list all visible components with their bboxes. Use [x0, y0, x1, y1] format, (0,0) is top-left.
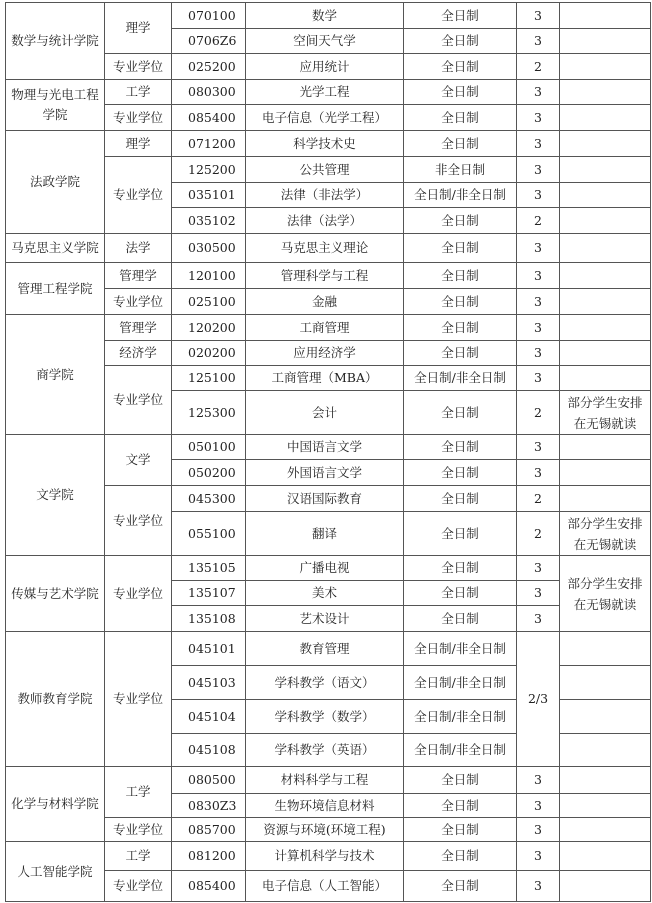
major-code: 080500 — [172, 767, 246, 794]
note — [560, 666, 651, 700]
major-code: 050100 — [172, 435, 246, 460]
major-code: 135108 — [172, 606, 246, 632]
major-name: 应用统计 — [246, 54, 404, 80]
college-name: 传媒与艺术学院 — [6, 556, 105, 632]
table-row — [6, 263, 651, 289]
major-name: 电子信息（光学工程） — [246, 105, 404, 131]
degree-category: 管理学 — [105, 315, 172, 341]
study-mode: 全日制/非全日制 — [404, 632, 517, 666]
major-name: 学科教学（数学） — [246, 700, 404, 734]
note — [560, 700, 651, 734]
major-name: 科学技术史 — [246, 131, 404, 157]
major-code: 081200 — [172, 842, 246, 871]
study-years: 3 — [517, 183, 560, 208]
study-mode: 全日制 — [404, 234, 517, 263]
study-years: 3 — [517, 131, 560, 157]
note — [560, 486, 651, 512]
major-code: 135105 — [172, 556, 246, 581]
degree-category: 专业学位 — [105, 366, 172, 435]
major-code: 080300 — [172, 80, 246, 105]
college-name: 物理与光电工程学院 — [6, 80, 105, 131]
study-years: 3 — [517, 29, 560, 54]
study-years: 2/3 — [517, 632, 560, 767]
major-code: 045103 — [172, 666, 246, 700]
major-code: 0830Z3 — [172, 794, 246, 818]
study-years: 3 — [517, 289, 560, 315]
degree-category: 专业学位 — [105, 105, 172, 131]
degree-category: 专业学位 — [105, 289, 172, 315]
study-years: 3 — [517, 435, 560, 460]
major-name: 艺术设计 — [246, 606, 404, 632]
major-code: 125300 — [172, 391, 246, 435]
college-name: 数学与统计学院 — [6, 3, 105, 80]
degree-category: 专业学位 — [105, 632, 172, 767]
study-mode: 全日制/非全日制 — [404, 366, 517, 391]
study-mode: 全日制 — [404, 460, 517, 486]
major-code: 085400 — [172, 871, 246, 902]
study-years: 3 — [517, 263, 560, 289]
major-name: 工商管理 — [246, 315, 404, 341]
note — [560, 818, 651, 842]
degree-category: 工学 — [105, 842, 172, 871]
table-row — [6, 234, 651, 263]
note — [560, 315, 651, 341]
major-code: 025100 — [172, 289, 246, 315]
note — [560, 734, 651, 767]
college-name: 人工智能学院 — [6, 842, 105, 902]
study-years: 2 — [517, 512, 560, 556]
note: 部分学生安排在无锡就读 — [560, 512, 651, 556]
college-name: 管理工程学院 — [6, 263, 105, 315]
study-years: 2 — [517, 208, 560, 234]
note — [560, 208, 651, 234]
study-years: 3 — [517, 234, 560, 263]
study-mode: 全日制/非全日制 — [404, 666, 517, 700]
study-mode: 全日制 — [404, 131, 517, 157]
note — [560, 842, 651, 871]
study-years: 3 — [517, 606, 560, 632]
major-name: 电子信息（人工智能） — [246, 871, 404, 902]
major-name: 管理科学与工程 — [246, 263, 404, 289]
study-years: 2 — [517, 54, 560, 80]
study-years: 3 — [517, 581, 560, 606]
degree-category: 专业学位 — [105, 157, 172, 234]
major-name: 学科教学（英语） — [246, 734, 404, 767]
study-mode: 全日制 — [404, 263, 517, 289]
major-name: 法律（法学） — [246, 208, 404, 234]
degree-category: 专业学位 — [105, 818, 172, 842]
major-code: 045300 — [172, 486, 246, 512]
study-mode: 全日制 — [404, 818, 517, 842]
degree-category: 工学 — [105, 767, 172, 818]
major-code: 020200 — [172, 341, 246, 366]
degree-category: 专业学位 — [105, 556, 172, 632]
major-name: 美术 — [246, 581, 404, 606]
study-years: 3 — [517, 794, 560, 818]
study-mode: 全日制 — [404, 29, 517, 54]
major-code: 085700 — [172, 818, 246, 842]
study-mode: 全日制 — [404, 512, 517, 556]
major-code: 085400 — [172, 105, 246, 131]
college-name: 商学院 — [6, 315, 105, 435]
degree-category: 工学 — [105, 80, 172, 105]
degree-category: 法学 — [105, 234, 172, 263]
note — [560, 632, 651, 666]
note — [560, 767, 651, 794]
major-name: 数学 — [246, 3, 404, 29]
major-name: 教育管理 — [246, 632, 404, 666]
major-name: 材料科学与工程 — [246, 767, 404, 794]
major-name: 资源与环境(环境工程) — [246, 818, 404, 842]
study-mode: 全日制 — [404, 581, 517, 606]
major-name: 翻译 — [246, 512, 404, 556]
study-years: 3 — [517, 767, 560, 794]
college-name: 马克思主义学院 — [6, 234, 105, 263]
table-row — [6, 632, 651, 666]
major-code: 125100 — [172, 366, 246, 391]
study-years: 3 — [517, 871, 560, 902]
major-code: 030500 — [172, 234, 246, 263]
note — [560, 157, 651, 183]
study-years: 3 — [517, 366, 560, 391]
study-years: 3 — [517, 3, 560, 29]
study-mode: 非全日制 — [404, 157, 517, 183]
college-name: 法政学院 — [6, 131, 105, 234]
major-name: 工商管理（MBA） — [246, 366, 404, 391]
table-row — [6, 767, 651, 794]
study-years: 3 — [517, 842, 560, 871]
note — [560, 794, 651, 818]
major-name: 广播电视 — [246, 556, 404, 581]
college-name: 教师教育学院 — [6, 632, 105, 767]
study-years: 2 — [517, 486, 560, 512]
degree-category: 文学 — [105, 435, 172, 486]
major-name: 学科教学（语文） — [246, 666, 404, 700]
table-row — [6, 435, 651, 460]
study-years: 3 — [517, 556, 560, 581]
major-name: 汉语国际教育 — [246, 486, 404, 512]
study-mode: 全日制 — [404, 3, 517, 29]
program-table — [5, 2, 651, 902]
degree-category: 专业学位 — [105, 54, 172, 80]
note — [560, 3, 651, 29]
major-code: 071200 — [172, 131, 246, 157]
major-code: 120200 — [172, 315, 246, 341]
major-code: 050200 — [172, 460, 246, 486]
major-name: 公共管理 — [246, 157, 404, 183]
study-mode: 全日制 — [404, 341, 517, 366]
major-name: 外国语言文学 — [246, 460, 404, 486]
study-years: 3 — [517, 157, 560, 183]
note — [560, 183, 651, 208]
note — [560, 234, 651, 263]
note — [560, 131, 651, 157]
degree-category: 经济学 — [105, 341, 172, 366]
note — [560, 366, 651, 391]
study-years: 3 — [517, 460, 560, 486]
major-name: 生物环境信息材料 — [246, 794, 404, 818]
degree-category: 专业学位 — [105, 486, 172, 556]
study-mode: 全日制 — [404, 54, 517, 80]
major-name: 会计 — [246, 391, 404, 435]
note — [560, 29, 651, 54]
college-name: 文学院 — [6, 435, 105, 556]
table-row — [6, 131, 651, 157]
study-mode: 全日制 — [404, 435, 517, 460]
study-mode: 全日制 — [404, 315, 517, 341]
study-mode: 全日制 — [404, 391, 517, 435]
major-code: 035101 — [172, 183, 246, 208]
major-name: 马克思主义理论 — [246, 234, 404, 263]
study-years: 3 — [517, 315, 560, 341]
major-name: 光学工程 — [246, 80, 404, 105]
note: 部分学生安排在无锡就读 — [560, 556, 651, 632]
degree-category: 专业学位 — [105, 871, 172, 902]
note — [560, 263, 651, 289]
major-code: 045101 — [172, 632, 246, 666]
study-mode: 全日制 — [404, 486, 517, 512]
major-name: 金融 — [246, 289, 404, 315]
study-mode: 全日制/非全日制 — [404, 734, 517, 767]
note — [560, 80, 651, 105]
note — [560, 871, 651, 902]
table-row — [6, 80, 651, 105]
major-code: 135107 — [172, 581, 246, 606]
major-name: 法律（非法学） — [246, 183, 404, 208]
degree-category: 理学 — [105, 131, 172, 157]
major-name: 中国语言文学 — [246, 435, 404, 460]
note — [560, 54, 651, 80]
note: 部分学生安排在无锡就读 — [560, 391, 651, 435]
study-mode: 全日制 — [404, 208, 517, 234]
study-mode: 全日制/非全日制 — [404, 700, 517, 734]
study-mode: 全日制 — [404, 105, 517, 131]
major-code: 055100 — [172, 512, 246, 556]
major-name: 计算机科学与技术 — [246, 842, 404, 871]
study-years: 3 — [517, 105, 560, 131]
note — [560, 435, 651, 460]
note — [560, 341, 651, 366]
study-mode: 全日制/非全日制 — [404, 183, 517, 208]
major-code: 025200 — [172, 54, 246, 80]
major-code: 035102 — [172, 208, 246, 234]
study-mode: 全日制 — [404, 289, 517, 315]
study-years: 3 — [517, 80, 560, 105]
table-row — [6, 315, 651, 341]
major-name: 空间天气学 — [246, 29, 404, 54]
major-code: 070100 — [172, 3, 246, 29]
note — [560, 289, 651, 315]
study-years: 3 — [517, 818, 560, 842]
study-mode: 全日制 — [404, 767, 517, 794]
study-mode: 全日制 — [404, 842, 517, 871]
note — [560, 105, 651, 131]
study-years: 2 — [517, 391, 560, 435]
major-code: 0706Z6 — [172, 29, 246, 54]
major-name: 应用经济学 — [246, 341, 404, 366]
study-mode: 全日制 — [404, 794, 517, 818]
table-row — [6, 3, 651, 29]
study-years: 3 — [517, 341, 560, 366]
study-mode: 全日制 — [404, 80, 517, 105]
table-row — [6, 842, 651, 871]
table-row — [6, 556, 651, 581]
major-code: 120100 — [172, 263, 246, 289]
degree-category: 管理学 — [105, 263, 172, 289]
major-code: 125200 — [172, 157, 246, 183]
college-name: 化学与材料学院 — [6, 767, 105, 842]
study-mode: 全日制 — [404, 606, 517, 632]
major-code: 045104 — [172, 700, 246, 734]
study-mode: 全日制 — [404, 556, 517, 581]
study-mode: 全日制 — [404, 871, 517, 902]
degree-category: 理学 — [105, 3, 172, 54]
note — [560, 460, 651, 486]
major-code: 045108 — [172, 734, 246, 767]
